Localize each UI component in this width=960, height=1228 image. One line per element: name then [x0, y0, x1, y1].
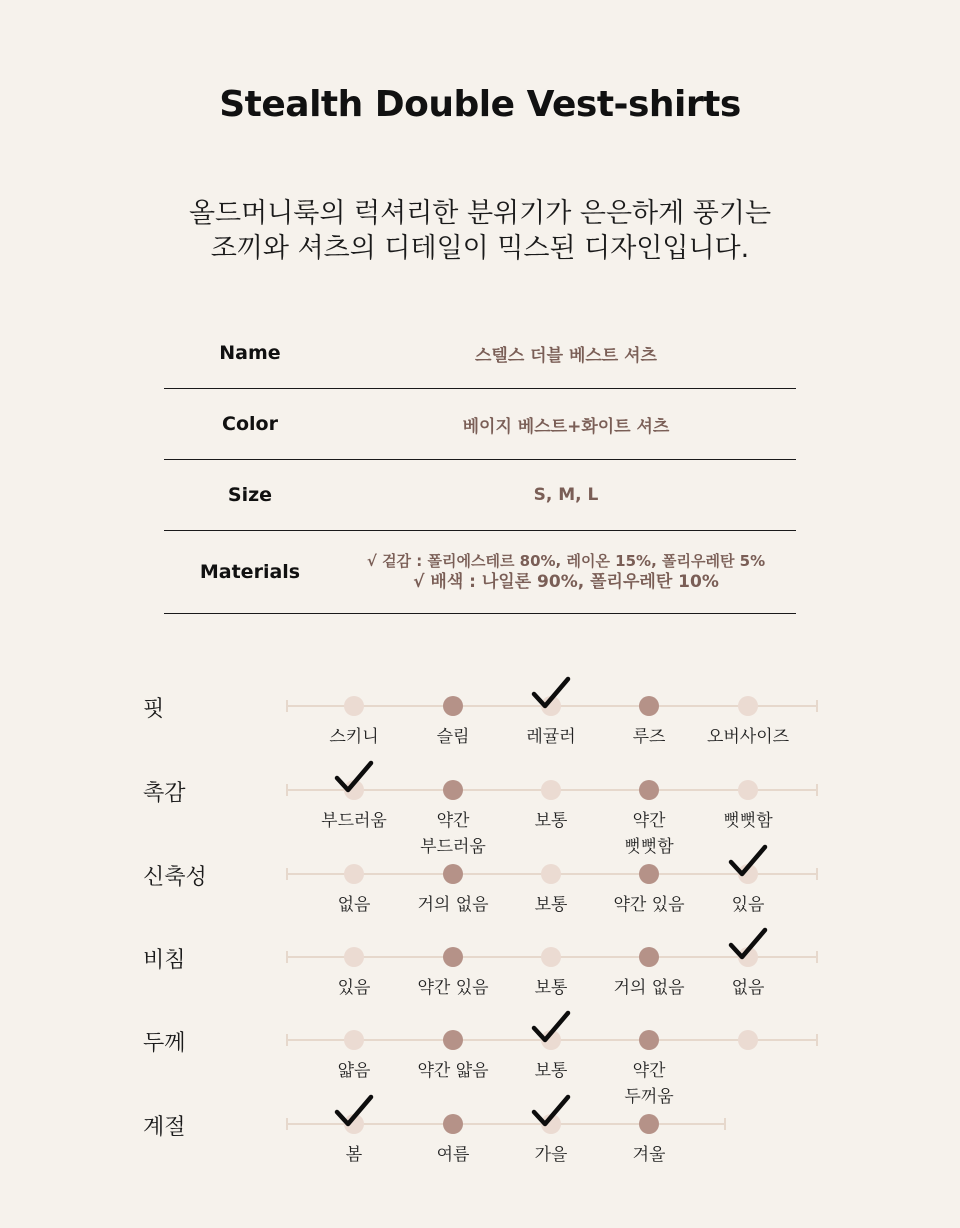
scale-dot — [541, 864, 561, 884]
scale-option-label: 겨울 — [632, 1145, 666, 1165]
scale-option-label: 약간 뻣뻣함 — [624, 811, 674, 857]
scale-dot — [639, 864, 659, 884]
scale-row — [0, 781, 960, 870]
spec-label-materials: Materials — [199, 561, 301, 583]
track-cap-right — [724, 1118, 726, 1130]
scale-option-label: 보통 — [534, 978, 568, 998]
scale-dot — [344, 1030, 364, 1050]
spec-value-size: S, M, L — [533, 485, 599, 505]
checkmark-icon — [531, 676, 571, 710]
description-line-1: 올드머니룩의 럭셔리한 분위기가 은은하게 풍기는 — [188, 198, 772, 229]
track-cap-left — [286, 1118, 288, 1130]
spec-row-name — [164, 318, 796, 389]
track-cap-right — [816, 784, 818, 796]
scale-dot — [443, 1114, 463, 1134]
scale-option-label: 거의 없음 — [613, 978, 685, 998]
spec-table — [164, 318, 796, 614]
scale-dot — [344, 947, 364, 967]
description-line-2: 조끼와 셔츠의 디테일이 믹스된 디자인입니다. — [210, 233, 750, 264]
spec-value-name: 스텔스 더블 베스트 셔츠 — [475, 345, 657, 366]
checkmark-icon — [728, 844, 768, 878]
track-cap-left — [286, 784, 288, 796]
scale-dot — [738, 1030, 758, 1050]
track-cap-right — [816, 1034, 818, 1046]
scale-option-label: 보통 — [534, 811, 568, 831]
scale-dot — [639, 947, 659, 967]
scale-dot — [443, 780, 463, 800]
checkmark-icon — [728, 927, 768, 961]
scale-dot — [443, 696, 463, 716]
spec-row-size — [164, 460, 796, 531]
scale-option-label: 레귤러 — [526, 727, 576, 747]
materials-outer: √ 겉감 : 폴리에스테르 80%, 레이온 15%, 폴리우레탄 5% — [366, 552, 766, 570]
scale-dot — [443, 1030, 463, 1050]
scale-option-label: 보통 — [534, 1061, 568, 1081]
scale-dot — [541, 780, 561, 800]
spec-label-name: Name — [219, 342, 281, 364]
scale-label: 신축성 — [143, 865, 207, 890]
scale-option-label: 여름 — [436, 1145, 470, 1165]
scale-option-label: 얇음 — [337, 1061, 371, 1081]
scale-option-label: 약간 부드러움 — [420, 811, 486, 857]
scale-dot — [639, 1030, 659, 1050]
scale-option-label: 루즈 — [632, 727, 666, 747]
checkmark-icon — [531, 1094, 571, 1128]
scale-row — [0, 948, 960, 1037]
spec-value-materials — [336, 551, 796, 593]
track-cap-left — [286, 868, 288, 880]
scale-option-label: 스키니 — [329, 727, 379, 747]
scale-label: 계절 — [143, 1115, 186, 1140]
spec-row-color — [164, 389, 796, 460]
spec-row-materials — [164, 531, 796, 614]
scale-option-label: 부드러움 — [321, 811, 387, 831]
track-cap-left — [286, 1034, 288, 1046]
track-cap-left — [286, 951, 288, 963]
scale-option-label: 약간 있음 — [417, 978, 489, 998]
scale-dot — [738, 696, 758, 716]
scale-row — [0, 1031, 960, 1120]
page-title: Stealth Double Vest-shirts — [219, 84, 741, 125]
track-cap-right — [816, 868, 818, 880]
scale-option-label: 가을 — [534, 1145, 568, 1165]
materials-trim: √ 배색 : 나일론 90%, 폴리우레탄 10% — [413, 572, 719, 592]
checkmark-icon — [334, 1094, 374, 1128]
scale-option-label: 없음 — [337, 895, 371, 915]
spec-label-color: Color — [222, 413, 278, 435]
scale-option-label: 있음 — [731, 895, 765, 915]
scale-label: 핏 — [143, 697, 165, 722]
scale-row — [0, 697, 960, 786]
scale-dot — [443, 864, 463, 884]
scale-label: 비침 — [143, 948, 186, 973]
scale-option-label: 보통 — [534, 895, 568, 915]
track-cap-right — [816, 700, 818, 712]
scale-option-label: 있음 — [337, 978, 371, 998]
product-description — [0, 196, 960, 266]
scale-label: 촉감 — [143, 781, 186, 806]
scale-dot — [344, 864, 364, 884]
scale-row — [0, 865, 960, 954]
scale-option-label: 약간 있음 — [613, 895, 685, 915]
scale-option-label: 슬림 — [436, 727, 470, 747]
checkmark-icon — [531, 1010, 571, 1044]
scale-option-label: 거의 없음 — [417, 895, 489, 915]
scale-option-label: 뻣뻣함 — [723, 811, 773, 831]
scale-dot — [738, 780, 758, 800]
scale-option-label: 봄 — [345, 1145, 363, 1165]
scale-dot — [443, 947, 463, 967]
checkmark-icon — [334, 760, 374, 794]
scale-dot — [639, 780, 659, 800]
track-cap-left — [286, 700, 288, 712]
scale-option-label: 오버사이즈 — [706, 727, 790, 747]
track-cap-right — [816, 951, 818, 963]
spec-label-size: Size — [227, 484, 273, 506]
scale-option-label: 약간 얇음 — [417, 1061, 489, 1081]
scale-dot — [344, 696, 364, 716]
scale-label: 두께 — [143, 1031, 186, 1056]
scale-option-label: 약간 두꺼움 — [624, 1061, 674, 1107]
scale-dot — [639, 696, 659, 716]
scale-dot — [639, 1114, 659, 1134]
scale-option-label: 없음 — [731, 978, 765, 998]
scale-row — [0, 1115, 960, 1204]
spec-value-color: 베이지 베스트+화이트 셔츠 — [462, 416, 670, 437]
scale-dot — [541, 947, 561, 967]
